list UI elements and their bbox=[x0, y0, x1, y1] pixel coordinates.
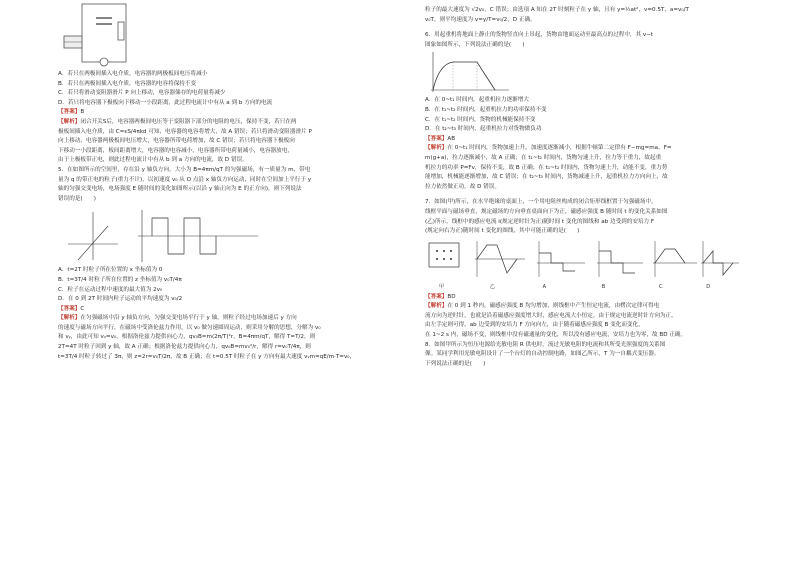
q5-analysis-line bbox=[58, 314, 362, 324]
q5-analysis-line: 的速度与磁场方向平行，在磁场中受洛伦兹力作用，以 v₀ 做匀速圆周运动，则采用分解的思想，分解为 v₀ bbox=[58, 324, 321, 331]
q5-analysis-line: 和 vᵧ，由此可知 vᵧ=v₀，根据洛伦兹力提供向心力，qv₀B=m(2π/T)²r，B=4πm/qT，解得 T=T/2，则 bbox=[58, 334, 316, 341]
q6-analysis-line: m(g+a)，拉力逐渐减小，故 A 正确；在 t₁~t₂ 时间内，货物匀速上升，拉力等于重力，故起重 bbox=[425, 154, 662, 161]
q5-option-d: D．在 0 到 2T 时间内粒子运动的平均速度为 v₀/2 bbox=[58, 296, 183, 303]
q4-option-a: A．若只在两极间插入电介质，电容器的两极板间电压将减小 bbox=[58, 71, 208, 77]
q7-stem-line: 7．如图(甲)所示，在水平绝缘的桌面上，一个用电阻丝构成的闭合矩形线框置于匀强磁场中， bbox=[425, 199, 657, 206]
q4-circuit-figure bbox=[60, 0, 362, 70]
q5-stem-line: 轴的匀强交变电场，电场强度 E 随时间的变化如图所示(以沿 y 轴正向为 E 的正方向)，则下列说法 bbox=[58, 186, 302, 193]
fig-label: C bbox=[659, 283, 663, 290]
right-column bbox=[425, 0, 741, 369]
q6-stem-line: 6．用起重机将地面上静止的货物竖直向上吊起，货物由地面运动至最高点的过程中，其 v−t bbox=[425, 32, 654, 39]
answer-value: C bbox=[80, 305, 85, 312]
q6-option-d: D．在 t₂~t₃ 时间内，起重机拉力对货物做负功 bbox=[425, 126, 542, 133]
q4-option-d: D．若只将电容器下极板向下移动一小段距离，此过程电流计中有从 a 到 b 方向的电流 bbox=[58, 99, 273, 106]
analysis-text: 在 0~t₁ 时间内，货物加速上升，加速度逐渐减小，根据牛顿第二定律有 F−mg=ma，F= bbox=[447, 145, 672, 152]
analysis-text: 在匀强磁场中沿 y 轴负方向，匀强交变电场平行于 y 轴，则粒子经过电场加速后 y 方向 bbox=[80, 315, 297, 322]
q7-stem-line: (乙)所示。线框中的感应电流 i(规定逆时针为正)随时间 t 变化的图线和 ab 边受到的安培力 F bbox=[425, 218, 655, 225]
v-t-graph bbox=[425, 50, 515, 96]
circuit-diagram bbox=[60, 0, 150, 70]
q4-analysis-line: 向上移动，电容器两极板间电压增大，电容器所带电荷增加，故 C 错误；若只将电容器下极板向 bbox=[58, 138, 295, 145]
q5-answer bbox=[58, 305, 362, 315]
q6-stem-line: 图象如图所示，下列说法正确的是( ) bbox=[425, 41, 525, 48]
q5-stem-line: 错误的是( ) bbox=[58, 195, 96, 202]
q7-figure bbox=[425, 237, 741, 293]
q8-stem-line: 8．如图甲所示为恒压电源给光敏电阻 R 供电时，流过光敏电阻的电流和其所受光照强度的关系图 bbox=[425, 341, 666, 348]
q5-cont-line: v₀T，则平均速度为 v=y/T=v₀/2，D 正确。 bbox=[425, 16, 536, 23]
q4-option-b: B．若只在两极间插入电介质，电容器的电容将保持不变 bbox=[58, 80, 197, 87]
q4-answer bbox=[58, 108, 362, 118]
q5-figure bbox=[58, 204, 362, 266]
q7-analysis-line bbox=[425, 302, 741, 312]
q4-analysis-line: 下移动一小段距离，板间距离增大，电容器的电容减小，电容器所带电荷量减小，电容器放电， bbox=[58, 147, 293, 154]
q5-option-b: B．t=3T/4 时粒子所在位置的 z 坐标值为 v₀T/4π bbox=[58, 276, 182, 283]
q5-stem-line: 5．在如图所示的空间里，存在沿 y 轴负方向，大小为 B=4πm/qT 的匀强磁场，有一质量为 m，带电 bbox=[58, 166, 311, 173]
answer-tag: 【答案】 bbox=[425, 293, 448, 300]
analysis-text: 闭合开关S后，电容器两极间电压等于变阻器下部分的电阻的电压，保持不变，若只在两 bbox=[80, 118, 297, 125]
answer-tag: 【答案】 bbox=[425, 135, 448, 142]
q6-option-c: C．在 t₁~t₂ 时间内，货物的机械能保持不变 bbox=[425, 116, 536, 123]
q7-stem-line: (规定向右为正)随时间 t 变化的图线，其中可能正确的是( ) bbox=[425, 228, 580, 235]
fig-label: 乙 bbox=[489, 283, 495, 290]
fig-label: 甲 bbox=[439, 283, 445, 290]
q4-analysis-line: 由于上极板带正电，则此过程电流计中有从 b 到 a 方向的电流，故 D 错误。 bbox=[58, 157, 248, 164]
q6-analysis-line: 能增加，机械能逐渐增加，故 C 错误；在 t₂~t₃ 时间内，货物减速上升，起重机拉力方向向上，故 bbox=[425, 174, 668, 181]
q4-option-c: C．若只将滑动变阻器滑片 P 向上移动，电容器储存的电荷量将减少 bbox=[58, 90, 226, 97]
field-graphs bbox=[58, 204, 278, 266]
q5-analysis-line: 2T=4T 时粒子回到 y 轴，故 A 正确；根据洛伦兹力提供向心力，qv₀B=mv₀²/r，解得 r=v₀T/4π，则 bbox=[58, 344, 311, 351]
q7-analysis-line: 在 1~2 s 内，磁场不变，则线框中没有磁通量的变化，所以没有感应电流，安培力也为零，故 BD 正确。 bbox=[425, 332, 687, 339]
q6-vt-figure bbox=[425, 50, 741, 96]
q7-analysis-line: 由左手定则可得，ab 边受到的安培力 F 方向向左，由于随着磁感应强度 B 变化而变化， bbox=[425, 322, 644, 329]
analysis-tag: 【解析】 bbox=[425, 303, 448, 310]
q5-cont-line: 粒子的最大速度为 √2v₀，C 错误；由选项 A 知在 2T 时刻粒子在 y 轴，且有 y=½at²，v=0.5T，a=v₀/T bbox=[425, 7, 689, 13]
analysis-text: 在 0 到 1 秒内，磁感应强度 B 均匀增加，则线框中产生恒定电流，由楞次定律可得电 bbox=[447, 303, 660, 310]
q4-analysis-line bbox=[58, 118, 362, 128]
answer-tag: 【答案】 bbox=[58, 109, 81, 116]
analysis-tag: 【解析】 bbox=[58, 118, 81, 125]
answer-value: AB bbox=[447, 135, 456, 142]
q4-analysis-line: 极板间插入电介质，由 C=εS/4πkd 可知，电容器的电容将增大，故 A 错误；若只将滑动变阻器滑片 P bbox=[58, 128, 312, 135]
q7-answer bbox=[425, 293, 741, 303]
q7-stem-line: 线框平面与磁场垂直，规定磁场的方向垂直桌面向下为正，磁感应强度 B 随时间 t 的变化关系如图 bbox=[425, 208, 668, 215]
q6-option-a: A．在 0~t₁ 时间内，起重机拉力逐渐增大 bbox=[425, 97, 529, 104]
answer-value: BD bbox=[447, 293, 456, 300]
answer-value: B bbox=[80, 109, 85, 116]
analysis-tag: 【解析】 bbox=[58, 315, 81, 322]
analysis-tag: 【解析】 bbox=[425, 145, 448, 152]
q5-stem-line: 量为 q 的带正电的粒子(重力不计)，以初速度 v₀ 从 O 点沿 x 轴负方向运动，同时在空间加上平行于 y bbox=[58, 176, 312, 183]
q7-figure-labels bbox=[425, 283, 741, 293]
fig-label: D bbox=[706, 283, 711, 290]
fig-label: A bbox=[542, 283, 547, 290]
q8-stem-line: 下列说法正确的是( ) bbox=[425, 360, 486, 367]
fig-label: B bbox=[601, 283, 606, 290]
q5-analysis-line: t=3T/4 时粒子转过了 3π，则 z=2r=v₀T/2π，故 B 正确；在 t=0.5T 时粒子在 y 方向有最大速度 vᵧm=qE/m·T=v₀， bbox=[58, 353, 356, 360]
q5-option-c: C．粒子在运动过程中速度的最大值为 2v₀ bbox=[58, 286, 163, 293]
q6-analysis-line bbox=[425, 144, 741, 154]
left-column bbox=[58, 0, 362, 362]
q7-analysis-line: 流方向为逆时针，也就是沿着磁感应强度增大时，感应电流大小恒定。由于规定电流逆时针方向为正， bbox=[425, 312, 677, 319]
q6-analysis-line: 机拉力的功率 P=Fv，保持不变，故 B 正确；在 t₁~t₂ 时间内，货物匀速上升，动能不变，重力势 bbox=[425, 164, 668, 171]
q6-analysis-line: 拉力依然做正功，故 D 错误。 bbox=[425, 183, 500, 190]
q5-option-a: A．t=2T 时粒子所在位置的 x 坐标值为 0 bbox=[58, 267, 163, 274]
q7-graphs bbox=[425, 237, 741, 283]
q8-stem-line: 像。某同学利用光敏电阻设计了一个台灯的自动控制电路，如图乙所示，T 为一自耦式变压器。 bbox=[425, 351, 660, 358]
answer-tag: 【答案】 bbox=[58, 305, 81, 312]
q6-option-b: B．在 t₁~t₂ 时间内，起重机拉力的功率保持不变 bbox=[425, 106, 547, 113]
q6-answer bbox=[425, 135, 741, 145]
